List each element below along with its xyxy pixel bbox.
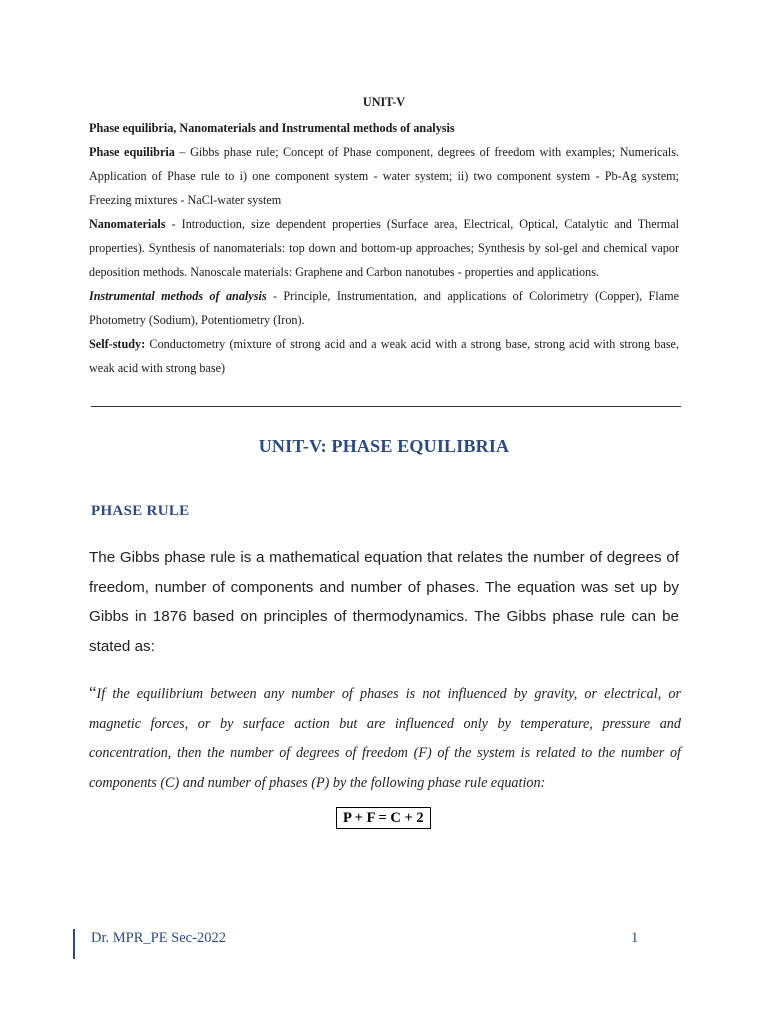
footer-accent-bar <box>73 929 75 959</box>
quote-text: If the equilibrium between any number of phases is not influenced by gravity, or electrical, or magnetic forces, or by surface action but are influenced only by temperature, pressure and concentration, then the number of degrees of freedom (F) of the system is related to the number of components (C) and number of phases (P) by the following phase rule equation: <box>89 686 681 791</box>
horizontal-divider <box>91 406 681 407</box>
body-paragraph: The Gibbs phase rule is a mathematical equation that relates the number of degrees of freedom, number of components and number of phases. The equation was set up by Gibbs in 1876 based on principles of thermodynamics. The Gibbs phase rule can be stated as: <box>89 549 679 655</box>
syllabus-lead: Instrumental methods of analysis <box>89 289 267 303</box>
section-heading: PHASE RULE <box>91 503 190 519</box>
syllabus-lead: Nanomaterials <box>89 217 166 231</box>
syllabus-title: UNIT-V <box>362 95 406 109</box>
syllabus-subtitle: Phase equilibria, Nanomaterials and Instrumental methods of analysis <box>89 121 455 135</box>
syllabus-text: – Gibbs phase rule; Concept of Phase component, degrees of freedom with examples; Numericals. Application of Phase rule to i) one component system - water system; ii) two component system - Pb-Ag system; Freezing mixtures - NaCl-water system <box>89 145 679 207</box>
page-number: 1 <box>631 930 639 946</box>
syllabus-block <box>89 90 679 380</box>
phase-rule-equation: P + F = C + 2 <box>336 807 431 829</box>
footer-author: Dr. MPR_PE Sec-2022 <box>91 930 226 946</box>
syllabus-paragraph-instrumental <box>89 284 679 332</box>
syllabus-paragraph-phase-equilibria <box>89 140 679 212</box>
syllabus-text: - Principle, Instrumentation, and applications of Colorimetry (Copper), Flame Photometry (Sodium), Potentiometry (Iron). <box>89 289 679 327</box>
syllabus-text: Conductometry (mixture of strong acid and a weak acid with a strong base, strong acid with strong base, weak acid with strong base) <box>89 337 679 375</box>
phase-rule-statement <box>89 678 681 798</box>
syllabus-paragraph-self-study <box>89 332 679 380</box>
syllabus-lead: Self-study: <box>89 337 146 351</box>
syllabus-paragraph-nanomaterials <box>89 212 679 284</box>
unit-heading: UNIT-V: PHASE EQUILIBRIA <box>258 436 510 456</box>
syllabus-lead: Phase equilibria <box>89 145 175 159</box>
syllabus-text: - Introduction, size dependent properties (Surface area, Electrical, Optical, Catalytic and Thermal properties). Synthesis of nanomaterials: top down and bottom-up approaches; Synthesis by sol-gel and chemical vapor deposition methods. Nanoscale materials: Graphene and Carbon nanotubes - properties and applications. <box>89 217 679 279</box>
quote-open-mark: “ <box>89 683 97 702</box>
